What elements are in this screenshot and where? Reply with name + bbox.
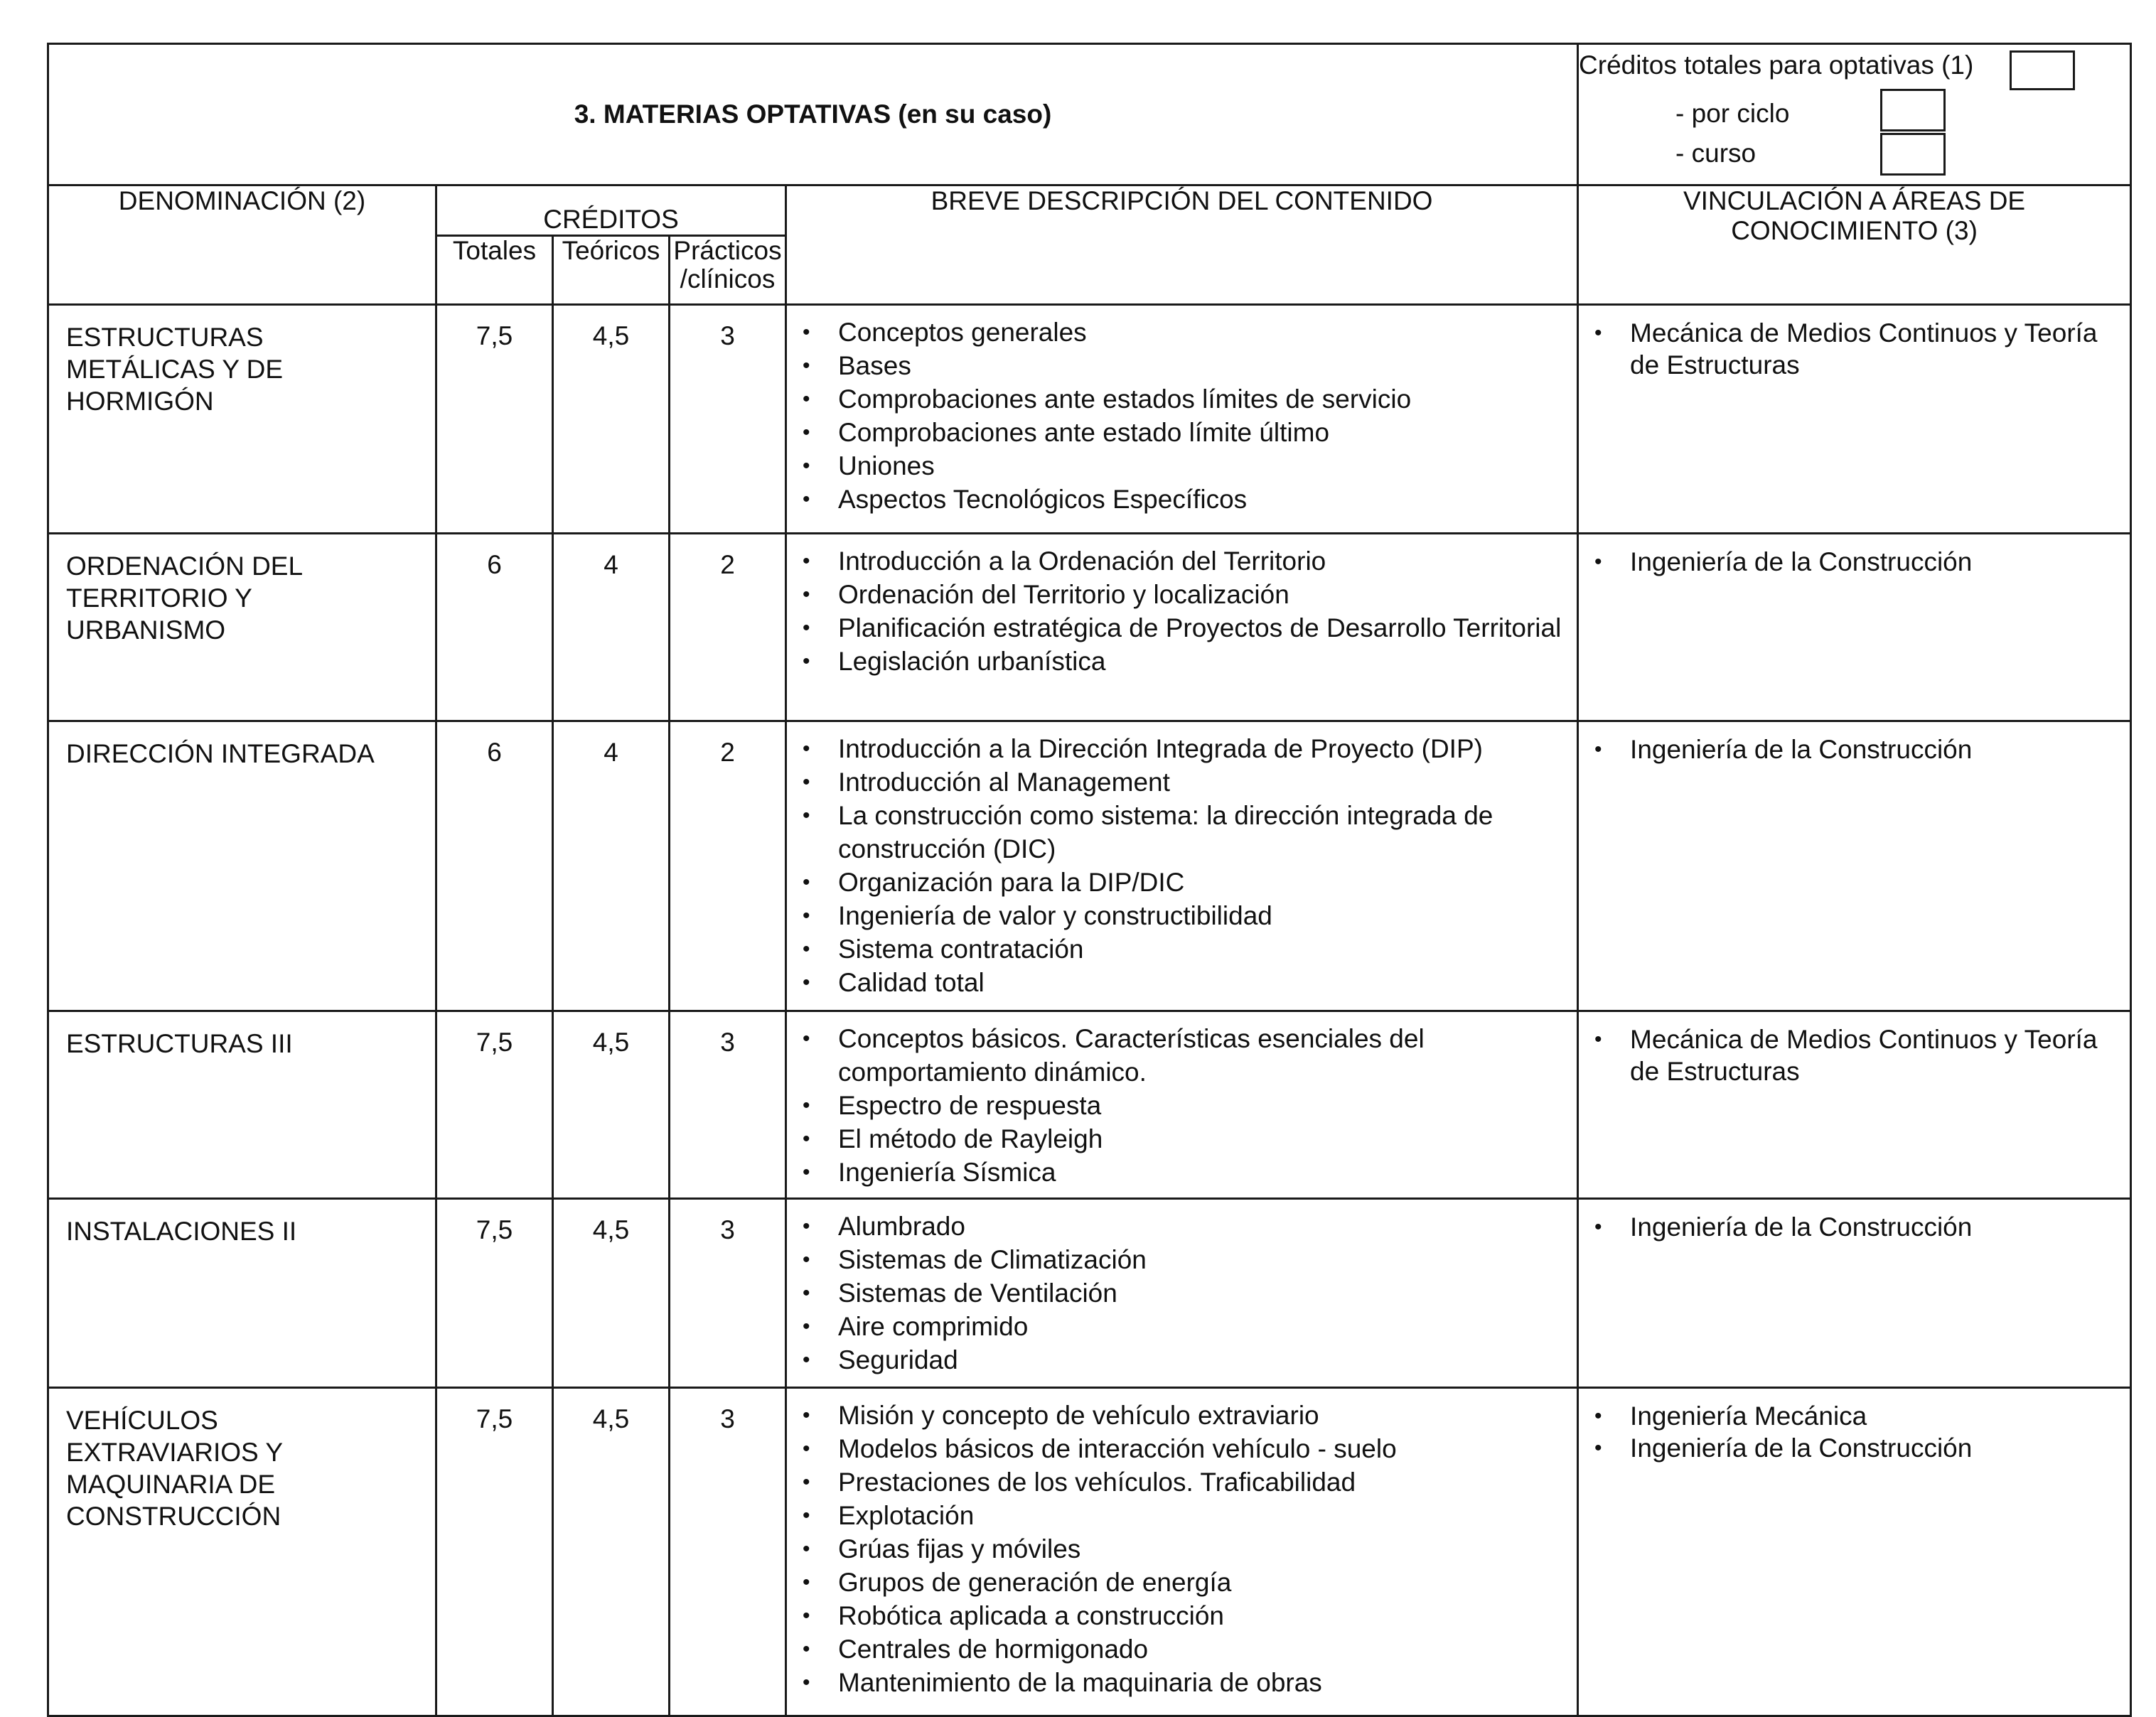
- subject-name: [48, 305, 436, 534]
- credits-totales: 7,5: [436, 1388, 553, 1716]
- content-item: • Prestaciones de los vehículos. Traficabilidad: [838, 1465, 1565, 1499]
- content-cell: [786, 305, 1578, 534]
- credits-teoricos: 4,5: [553, 1011, 670, 1199]
- creditos-header: CRÉDITOS: [436, 185, 786, 236]
- subject-name-line: HORMIGÓN: [66, 387, 214, 416]
- content-item: • Organización para la DIP/DIC: [838, 866, 1565, 899]
- area-item: • Ingeniería de la Construcción: [1630, 546, 2115, 578]
- area-item: • Ingeniería de la Construcción: [1630, 1432, 2115, 1464]
- subject-name-line: ESTRUCTURAS: [66, 323, 264, 352]
- subject-row: [48, 1199, 2131, 1388]
- credits-teoricos: 4,5: [553, 1199, 670, 1388]
- subject-name-line: MAQUINARIA DE: [66, 1470, 275, 1499]
- credits-total-label: Créditos totales para optativas (1): [1579, 50, 1974, 80]
- curso-box[interactable]: [1880, 133, 1946, 176]
- subject-name: [48, 534, 436, 721]
- areas-list: [1579, 722, 2130, 773]
- credits-practicos: 2: [670, 721, 786, 1011]
- subject-name-line: INSTALACIONES II: [66, 1217, 297, 1246]
- subject-name-line: DIRECCIÓN INTEGRADA: [66, 739, 375, 768]
- credits-practicos: 2: [670, 534, 786, 721]
- subject-row: [48, 534, 2131, 721]
- content-item: • Sistema contratación: [838, 932, 1565, 966]
- content-item: • Introducción al Management: [838, 765, 1565, 799]
- credits-practicos: 3: [670, 1199, 786, 1388]
- content-item: • El método de Rayleigh: [838, 1122, 1565, 1156]
- section-title: 3. MATERIAS OPTATIVAS (en su caso): [48, 44, 1578, 185]
- content-list: [787, 1012, 1577, 1196]
- content-item: • Grúas fijas y móviles: [838, 1532, 1565, 1566]
- areas-list: [1579, 1012, 2130, 1094]
- subject-row: [48, 1388, 2131, 1716]
- areas-cell: [1578, 721, 2131, 1011]
- curso-label: - curso: [1675, 139, 1757, 168]
- content-item: • Ingeniería Sísmica: [838, 1156, 1565, 1189]
- subject-name-line: METÁLICAS Y DE: [66, 355, 284, 384]
- practicos-header-line2: /clínicos: [680, 264, 776, 294]
- content-item: • Conceptos básicos. Características esenciales del comportamiento dinámico.: [838, 1022, 1565, 1089]
- content-item: • Calidad total: [838, 966, 1565, 999]
- credits-totales: 6: [436, 721, 553, 1011]
- content-cell: [786, 1199, 1578, 1388]
- credits-practicos: 3: [670, 1388, 786, 1716]
- area-item: • Ingeniería Mecánica: [1630, 1400, 2115, 1432]
- credits-totales: 7,5: [436, 305, 553, 534]
- areas-cell: [1578, 1388, 2131, 1716]
- optional-subjects-table: [47, 43, 2132, 1717]
- content-item: • Modelos básicos de interacción vehículo - suelo: [838, 1432, 1565, 1465]
- areas-cell: [1578, 305, 2131, 534]
- subjects-body: [48, 305, 2131, 1716]
- credits-teoricos: 4,5: [553, 1388, 670, 1716]
- vinculacion-header-line2: CONOCIMIENTO (3): [1731, 216, 1978, 245]
- content-item: • Comprobaciones ante estado límite último: [838, 416, 1565, 449]
- content-item: • Introducción a la Dirección Integrada de Proyecto (DIP): [838, 732, 1565, 765]
- content-item: • Seguridad: [838, 1343, 1565, 1377]
- teoricos-header: Teóricos: [553, 236, 670, 305]
- subject-name: [48, 1199, 436, 1388]
- content-item: • Planificación estratégica de Proyectos de Desarrollo Territorial: [838, 611, 1565, 645]
- content-item: • Mantenimiento de la maquinaria de obras: [838, 1666, 1565, 1699]
- content-item: • Introducción a la Ordenación del Territorio: [838, 544, 1565, 578]
- content-cell: [786, 534, 1578, 721]
- content-item: • Alumbrado: [838, 1210, 1565, 1243]
- subject-row: [48, 1011, 2131, 1199]
- subject-name-line: CONSTRUCCIÓN: [66, 1502, 281, 1531]
- content-item: • Ingeniería de valor y constructibilidad: [838, 899, 1565, 932]
- content-item: • Aspectos Tecnológicos Específicos: [838, 483, 1565, 516]
- credits-totales: 6: [436, 534, 553, 721]
- content-cell: [786, 721, 1578, 1011]
- subject-row: [48, 305, 2131, 534]
- content-item: • Misión y concepto de vehículo extraviario: [838, 1399, 1565, 1432]
- content-list: [787, 534, 1577, 685]
- subject-name-line: VEHÍCULOS: [66, 1406, 218, 1435]
- subject-name-line: ESTRUCTURAS III: [66, 1029, 293, 1058]
- content-item: • Comprobaciones ante estados límites de servicio: [838, 382, 1565, 416]
- subject-name-line: URBANISMO: [66, 615, 226, 645]
- content-item: • Robótica aplicada a construcción: [838, 1599, 1565, 1632]
- subject-name-line: TERRITORIO Y: [66, 583, 252, 613]
- content-item: • Conceptos generales: [838, 316, 1565, 349]
- credits-total-box[interactable]: [2010, 50, 2075, 90]
- optional-subjects-sheet: [47, 43, 2130, 1697]
- totales-header: Totales: [436, 236, 553, 305]
- areas-list: [1579, 306, 2130, 388]
- credits-teoricos: 4,5: [553, 305, 670, 534]
- area-item: • Ingeniería de la Construcción: [1630, 1211, 2115, 1243]
- area-item: • Mecánica de Medios Continuos y Teoría de Estructuras: [1630, 317, 2115, 381]
- por-ciclo-box[interactable]: [1880, 89, 1946, 131]
- practicos-header: [670, 236, 786, 305]
- content-item: • Explotación: [838, 1499, 1565, 1532]
- por-ciclo-label: - por ciclo: [1675, 99, 1790, 128]
- content-item: • Grupos de generación de energía: [838, 1566, 1565, 1599]
- content-item: • La construcción como sistema: la dirección integrada de construcción (DIC): [838, 799, 1565, 866]
- subject-row: [48, 721, 2131, 1011]
- areas-list: [1579, 1200, 2130, 1250]
- credits-summary-cell: [1578, 44, 2131, 185]
- content-item: • Sistemas de Ventilación: [838, 1276, 1565, 1310]
- credits-teoricos: 4: [553, 721, 670, 1011]
- credits-totales: 7,5: [436, 1011, 553, 1199]
- credits-practicos: 3: [670, 305, 786, 534]
- subject-name: [48, 721, 436, 1011]
- descripcion-header: BREVE DESCRIPCIÓN DEL CONTENIDO: [786, 185, 1578, 305]
- subject-name: [48, 1388, 436, 1716]
- vinculacion-header: [1578, 185, 2131, 305]
- subject-name-line: EXTRAVIARIOS Y: [66, 1438, 283, 1467]
- vinculacion-header-line1: VINCULACIÓN A ÁREAS DE: [1683, 186, 2026, 215]
- area-item: • Ingeniería de la Construcción: [1630, 733, 2115, 765]
- content-item: • Legislación urbanística: [838, 645, 1565, 678]
- practicos-header-line1: Prácticos: [673, 236, 782, 265]
- content-item: • Sistemas de Climatización: [838, 1243, 1565, 1276]
- content-cell: [786, 1011, 1578, 1199]
- areas-cell: [1578, 1199, 2131, 1388]
- area-item: • Mecánica de Medios Continuos y Teoría de Estructuras: [1630, 1023, 2115, 1087]
- content-list: [787, 722, 1577, 1006]
- subject-name-line: ORDENACIÓN DEL: [66, 551, 304, 581]
- content-item: • Ordenación del Territorio y localización: [838, 578, 1565, 611]
- credits-practicos: 3: [670, 1011, 786, 1199]
- content-item: • Espectro de respuesta: [838, 1089, 1565, 1122]
- credits-totales: 7,5: [436, 1199, 553, 1388]
- content-list: [787, 1389, 1577, 1706]
- content-list: [787, 306, 1577, 523]
- content-item: • Uniones: [838, 449, 1565, 483]
- content-item: • Aire comprimido: [838, 1310, 1565, 1343]
- areas-list: [1579, 534, 2130, 585]
- content-item: • Centrales de hormigonado: [838, 1632, 1565, 1666]
- subject-name: [48, 1011, 436, 1199]
- content-item: • Bases: [838, 349, 1565, 382]
- areas-cell: [1578, 534, 2131, 721]
- content-list: [787, 1200, 1577, 1384]
- content-cell: [786, 1388, 1578, 1716]
- denominacion-header: DENOMINACIÓN (2): [48, 185, 436, 305]
- areas-cell: [1578, 1011, 2131, 1199]
- credits-teoricos: 4: [553, 534, 670, 721]
- areas-list: [1579, 1389, 2130, 1471]
